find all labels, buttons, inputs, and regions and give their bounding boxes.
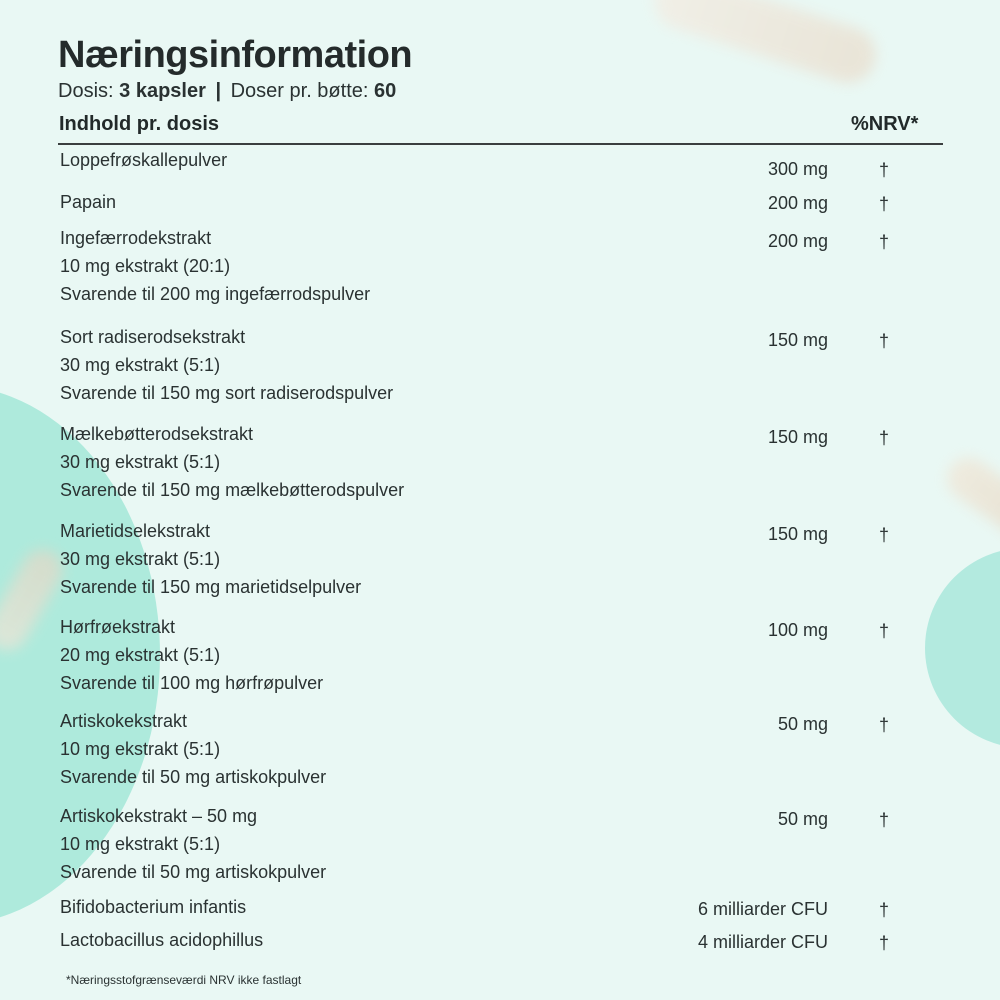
ingredient-amount: 200 mg — [767, 231, 828, 251]
ingredient-detail: Svarende til 200 mg ingefærrodspulver — [60, 284, 371, 304]
ingredient-detail: 10 mg ekstrakt (5:1) — [60, 834, 221, 854]
ingredient-detail: Svarende til 150 mg marietidselpulver — [60, 577, 362, 597]
ingredient-detail: Svarende til 150 mg sort radiserodspulver — [60, 383, 394, 403]
ingredient-detail: Svarende til 100 mg hørfrøpulver — [60, 673, 324, 693]
doser-label: Doser pr. bøtte: — [230, 80, 369, 102]
header-nrv: %NRV* — [851, 113, 919, 135]
nrv-dagger-symbol: † — [878, 331, 889, 351]
ingredient-detail: 20 mg ekstrakt (5:1) — [60, 645, 221, 665]
dose-info — [58, 80, 396, 103]
header-divider — [58, 143, 943, 145]
nrv-dagger-symbol: † — [878, 900, 889, 920]
nrv-dagger-symbol: † — [878, 194, 889, 214]
nrv-dagger-symbol: † — [878, 525, 889, 545]
ingredient-name: Ingefærrodekstrakt — [60, 228, 212, 248]
ingredient-name: Hørfrøekstrakt — [60, 617, 175, 637]
doser-value: 60 — [374, 80, 397, 102]
ingredient-detail: 10 mg ekstrakt (5:1) — [60, 739, 221, 759]
ingredient-detail: Svarende til 50 mg artiskokpulver — [60, 862, 327, 882]
ingredient-detail: 30 mg ekstrakt (5:1) — [60, 355, 221, 375]
ingredient-amount: 150 mg — [767, 427, 828, 447]
footnote: *Næringsstofgrænseværdi NRV ikke fastlagt — [66, 973, 302, 987]
dosis-label: Dosis: — [58, 80, 114, 102]
capsule-image-top — [647, 0, 883, 90]
ingredient-amount: 200 mg — [767, 193, 828, 213]
nrv-dagger-symbol: † — [878, 810, 889, 830]
page-title: Næringsinformation — [58, 34, 413, 76]
nrv-dagger-symbol: † — [878, 160, 889, 180]
header-content-per-dose: Indhold pr. dosis — [59, 113, 219, 135]
dosis-value: 3 kapsler — [119, 80, 206, 102]
ingredient-amount: 150 mg — [767, 330, 828, 350]
dose-separator: | — [215, 80, 222, 102]
nrv-dagger-symbol: † — [878, 428, 889, 448]
ingredient-amount: 4 milliarder CFU — [697, 932, 828, 952]
nrv-dagger-symbol: † — [878, 715, 889, 735]
ingredient-detail: 30 mg ekstrakt (5:1) — [60, 549, 221, 569]
ingredient-name: Artiskokekstrakt – 50 mg — [60, 806, 258, 826]
nrv-dagger-symbol: † — [878, 232, 889, 252]
ingredient-name: Marietidselekstrakt — [60, 521, 211, 541]
ingredient-name: Lactobacillus acidophillus — [60, 930, 264, 950]
ingredient-amount: 300 mg — [767, 159, 828, 179]
ingredient-amount: 150 mg — [767, 524, 828, 544]
ingredient-detail: 30 mg ekstrakt (5:1) — [60, 452, 221, 472]
ingredient-name: Sort radiserodsekstrakt — [60, 327, 246, 347]
ingredient-name: Mælkebøtterodsekstrakt — [60, 424, 254, 444]
capsule-image-right — [939, 449, 1000, 552]
ingredient-detail: Svarende til 50 mg artiskokpulver — [60, 767, 327, 787]
ingredient-amount: 6 milliarder CFU — [697, 899, 828, 919]
ingredient-amount: 100 mg — [767, 620, 828, 640]
table-header — [58, 110, 943, 140]
ingredient-name: Papain — [60, 192, 117, 212]
nrv-dagger-symbol: † — [878, 621, 889, 641]
ingredient-detail: 10 mg ekstrakt (20:1) — [60, 256, 231, 276]
ingredient-name: Loppefrøskallepulver — [60, 150, 228, 170]
decorative-circle-right — [925, 548, 1000, 748]
ingredient-name: Artiskokekstrakt — [60, 711, 188, 731]
ingredient-amount: 50 mg — [777, 809, 828, 829]
ingredient-name: Bifidobacterium infantis — [60, 897, 247, 917]
ingredient-detail: Svarende til 150 mg mælkebøtterodspulver — [60, 480, 405, 500]
ingredient-amount: 50 mg — [777, 714, 828, 734]
nrv-dagger-symbol: † — [878, 933, 889, 953]
